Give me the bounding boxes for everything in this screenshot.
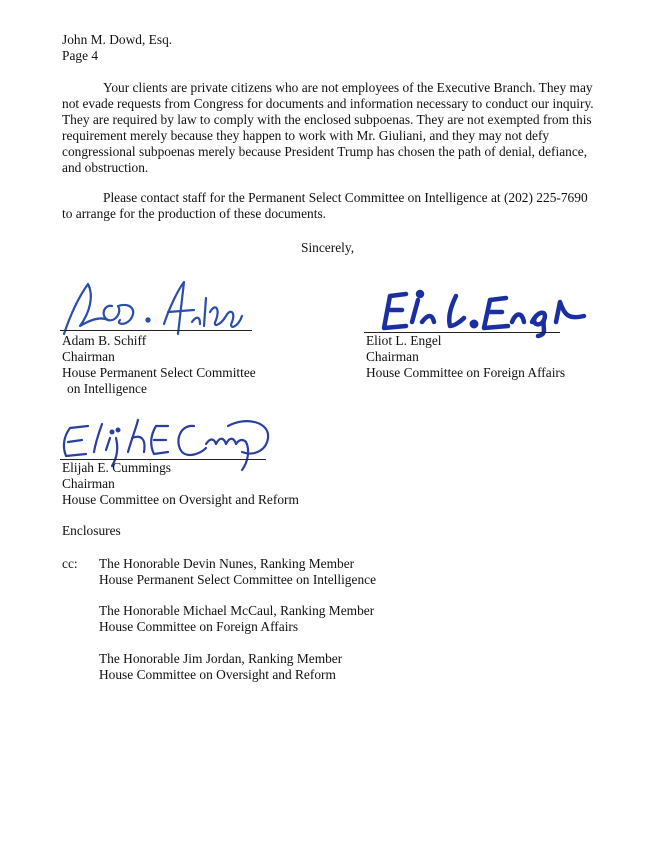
signatory-engel [366, 333, 565, 381]
signatory-schiff [62, 333, 256, 397]
body-paragraph-2: Please contact staff for the Permanent Select Committee on Intelligence at (202) 225-7690 to arrange for the production of these documents. [62, 190, 588, 221]
page-number: Page 4 [62, 48, 99, 63]
body-paragraph-1: Your clients are private citizens who are not employees of the Executive Branch. They may not evade requests from Congress for documents and information necessary to conduct our inquiry. They are required by law to comply with the enclosed subpoenas. They are not exempted from this requirement merely because they happen to work with Mr. Giuliani, and they may not defy congressional subpoenas merely because President Trump has chosen the path of denial, defiance, and obstruction. [62, 80, 594, 175]
cc-recipient-name: The Honorable Michael McCaul, Ranking Member [99, 603, 375, 618]
signatory-committee: House Committee on Foreign Affairs [366, 365, 566, 380]
signatory-title: Chairman [62, 476, 115, 491]
signatory-name: Adam B. Schiff [62, 333, 147, 348]
letter-header [62, 32, 172, 64]
cc-recipient-1 [99, 556, 376, 588]
cc-recipient-2 [99, 603, 374, 635]
signatory-committee: House Permanent Select Committee [62, 365, 256, 380]
signatory-cummings [62, 460, 299, 508]
cc-recipient-committee: House Permanent Select Committee on Intelligence [99, 572, 377, 587]
signatory-name: Elijah E. Cummings [62, 460, 171, 475]
signatory-name: Eliot L. Engel [366, 333, 442, 348]
cc-recipient-3 [99, 651, 342, 683]
cc-label: cc: [62, 556, 78, 571]
cc-recipient-committee: House Committee on Oversight and Reform [99, 667, 336, 682]
closing: Sincerely, [301, 240, 355, 255]
cc-recipient-committee: House Committee on Foreign Affairs [99, 619, 299, 634]
cc-recipient-name: The Honorable Jim Jordan, Ranking Member [99, 651, 343, 666]
signatory-committee-cont: on Intelligence [67, 381, 147, 396]
signatory-title: Chairman [366, 349, 419, 364]
addressee: John M. Dowd, Esq. [62, 32, 173, 47]
enclosures: Enclosures [62, 523, 121, 538]
signatory-committee: House Committee on Oversight and Reform [62, 492, 299, 507]
signature-engel [378, 288, 598, 338]
signatory-title: Chairman [62, 349, 115, 364]
signature-line-schiff [60, 330, 252, 331]
cc-recipient-name: The Honorable Devin Nunes, Ranking Member [99, 556, 355, 571]
